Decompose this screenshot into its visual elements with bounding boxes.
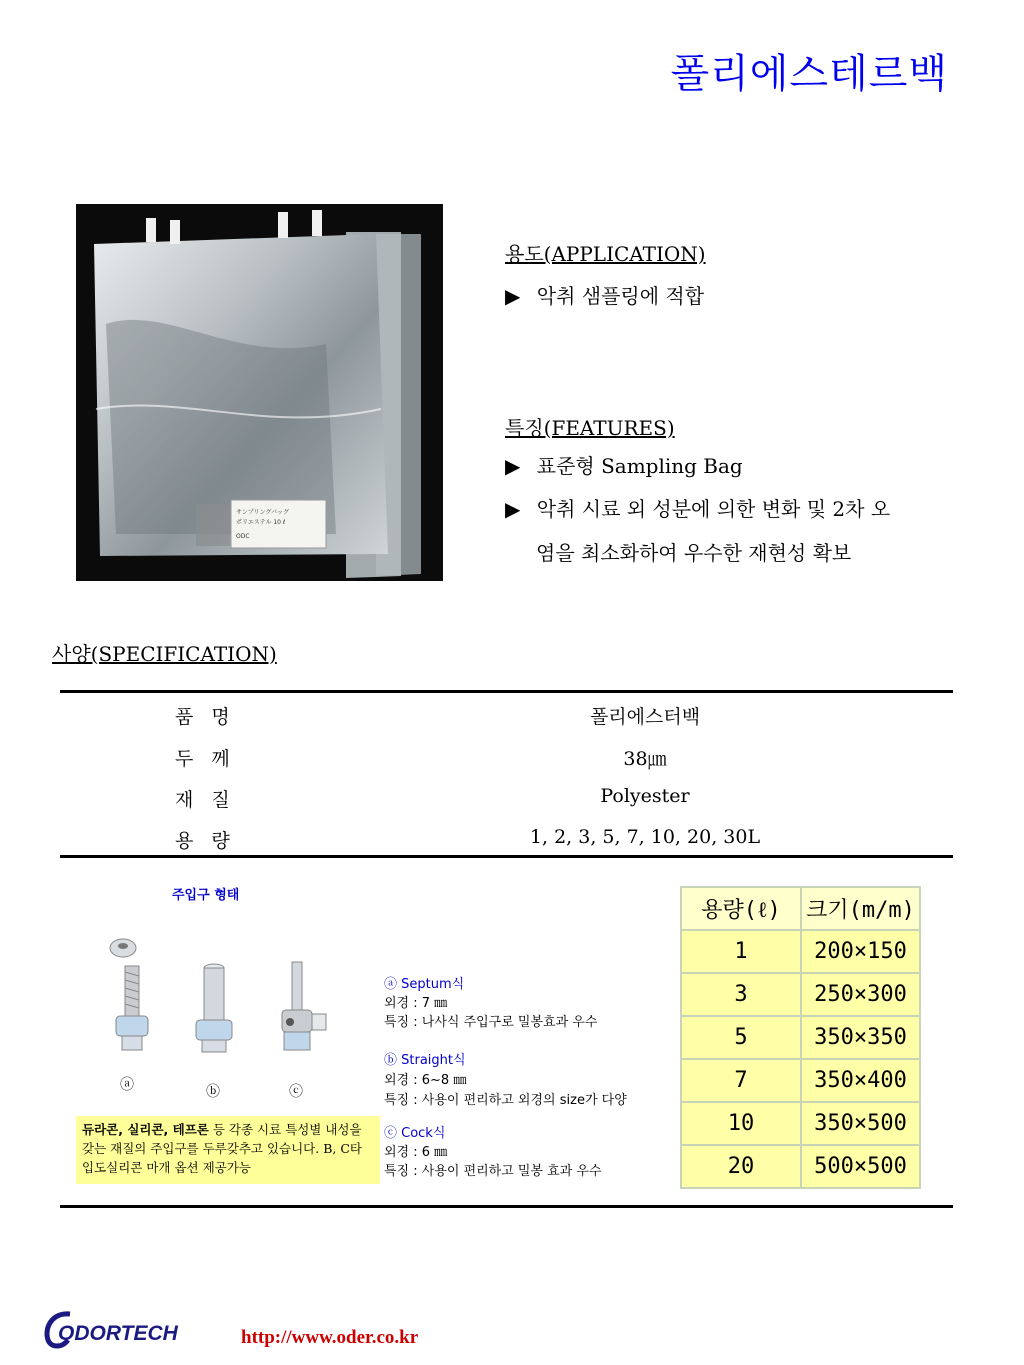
fitting-label-c: ⓒ (289, 1084, 303, 1100)
capacity-table (680, 886, 921, 1189)
features-item-continuation: 염을 최소화하여 우수한 재현성 확보 (536, 541, 852, 565)
inlet-type-feature: 특징 : 나사식 주입구로 밀봉효과 우수 (384, 1015, 598, 1030)
spec-value: Polyester (600, 785, 690, 807)
inlet-note-text: 등 각종 시료 특성별 내성을 갖는 재질의 주입구를 두루갖추고 있습니다. B, C타입도실리콘 마개 옵션 제공가능 (82, 1122, 362, 1175)
bullet-marker: ▶ (505, 497, 521, 521)
website-link[interactable]: http://www.oder.co.kr (241, 1327, 419, 1348)
capacity-cell: 1 (681, 930, 801, 973)
capacity-cell: 20 (681, 1145, 801, 1188)
specification-heading: 사양(SPECIFICATION) (52, 642, 277, 666)
capacity-cell: 5 (681, 1016, 801, 1059)
capacity-cell: 3 (681, 973, 801, 1016)
capacity-table-header (681, 887, 920, 930)
logo-text: ODORTECH (58, 1322, 178, 1345)
product-photo (76, 204, 443, 581)
inlet-heading: 주입구 형태 (172, 888, 240, 903)
inlet-type-feature: 특징 : 사용이 편리하고 외경의 size가 다양 (384, 1093, 627, 1108)
bullet-marker: ▶ (505, 284, 521, 308)
spec-value: 폴리에스터백 (589, 706, 701, 728)
spec-value: 38㎛ (623, 748, 667, 770)
size-cell: 350×500 (801, 1102, 920, 1145)
cock-fitting-icon (282, 962, 326, 1050)
page-title: 폴리에스테르백 (670, 51, 948, 97)
photo-label-line2: ポリエステル 10 ℓ (236, 519, 286, 526)
inlet-note (76, 1116, 380, 1184)
features-item (505, 493, 890, 522)
features-item-text: 표준형 Sampling Bag (536, 454, 743, 478)
spec-label: 재 질 (175, 789, 236, 811)
inlet-type-outer: 외경 : 6 ㎜ (384, 1145, 448, 1160)
inlet-note-materials: 듀라콘, 실리콘, 테프론 (82, 1122, 209, 1137)
straight-fitting-icon (196, 964, 232, 1052)
application-item (505, 280, 704, 309)
spec-label: 품 명 (175, 706, 236, 728)
features-item (505, 450, 743, 479)
inlet-type-name: ⓐ Septum식 (384, 977, 465, 992)
spec-label: 두 께 (175, 748, 236, 770)
septum-fitting-icon (110, 939, 148, 1050)
application-heading: 용도(APPLICATION) (505, 242, 706, 266)
spec-top-rule (60, 690, 953, 693)
features-item-text: 악취 시료 외 성분에 의한 변화 및 2차 오 (536, 497, 891, 521)
size-cell: 500×500 (801, 1145, 920, 1188)
capacity-header: 용량(ℓ) (681, 887, 801, 930)
bullet-marker: ▶ (505, 454, 521, 478)
inlet-fittings-image (96, 930, 356, 1060)
inlet-type-outer: 외경 : 7 ㎜ (384, 996, 448, 1011)
inlet-type-name: ⓑ Straight식 (384, 1053, 466, 1068)
spec-value: 1, 2, 3, 5, 7, 10, 20, 30L (529, 826, 761, 848)
polyester-bag-image (76, 204, 443, 581)
table-row (681, 1016, 920, 1059)
inlet-type-feature: 특징 : 사용이 편리하고 밀봉 효과 우수 (384, 1164, 602, 1179)
inlet-type-name: ⓒ Cock식 (384, 1126, 446, 1141)
spec-label: 용 량 (175, 830, 236, 852)
size-cell: 200×150 (801, 930, 920, 973)
fitting-label-b: ⓑ (206, 1084, 220, 1100)
photo-label-line1: サンプリングバッグ (236, 509, 289, 516)
size-header: 크기(m/m) (801, 887, 920, 930)
size-cell: 250×300 (801, 973, 920, 1016)
table-row (681, 1059, 920, 1102)
features-heading: 특징(FEATURES) (505, 416, 675, 440)
photo-label-line3: ODC (236, 533, 250, 540)
table-row (681, 930, 920, 973)
size-cell: 350×400 (801, 1059, 920, 1102)
capacity-cell: 7 (681, 1059, 801, 1102)
inlet-type-outer: 외경 : 6~8 ㎜ (384, 1073, 467, 1088)
application-item-text: 악취 샘플링에 적합 (536, 284, 705, 308)
spec-mid-rule (60, 855, 953, 858)
size-cell: 350×350 (801, 1016, 920, 1059)
table-row (681, 1145, 920, 1188)
spec-bottom-rule (60, 1205, 953, 1208)
fitting-label-a: ⓐ (120, 1077, 134, 1093)
capacity-cell: 10 (681, 1102, 801, 1145)
table-row (681, 1102, 920, 1145)
table-row (681, 973, 920, 1016)
